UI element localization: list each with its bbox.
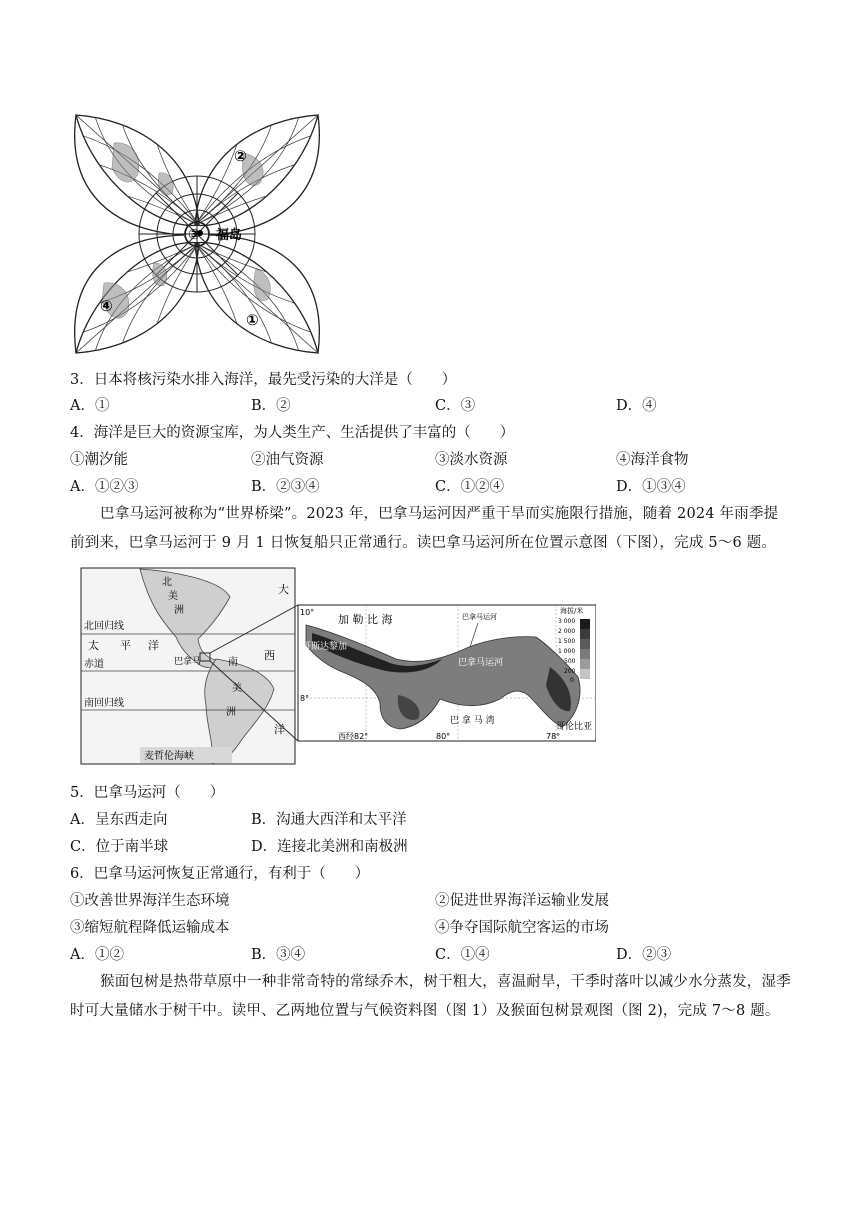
q3-option-c: C．③: [435, 398, 476, 414]
legend-value-200: 200: [564, 668, 576, 675]
label-south-zhou: 洲: [226, 707, 236, 718]
q6-option-a: A．①②: [70, 947, 124, 963]
legend-value-500: 500: [564, 658, 576, 665]
question-3-stem: 3．日本将核污染水排入海洋，最先受污染的大洋是（ ）: [70, 372, 457, 388]
label-atlantic-da: 大: [278, 583, 289, 596]
q4-item-2: ②油气资源: [251, 452, 324, 468]
label-ocean-2: ②: [234, 147, 247, 165]
label-north: 北: [162, 577, 172, 588]
question-6-stem: 6．巴拿马运河恢复正常通行，有利于（ ）: [70, 866, 370, 882]
label-atlantic-yang: 洋: [274, 723, 285, 736]
legend-value-2000: 2 000: [558, 628, 576, 635]
q4-option-a: A．①②③: [70, 479, 139, 495]
label-lon-80: 80°: [436, 732, 451, 741]
label-caribbean: 加 勒 比 海: [338, 613, 393, 626]
q6-item-2: ②促进世界海洋运输业发展: [435, 893, 609, 909]
q6-item-3: ③缩短航程降低运输成本: [70, 920, 230, 936]
label-pacific-ping: 平: [120, 639, 131, 652]
label-colombia: 哥伦比亚: [556, 722, 593, 732]
label-america-mei: 美: [168, 591, 178, 602]
label-magellan: 麦哲伦海峡: [144, 751, 194, 762]
legend-title: 海拔/米: [560, 607, 584, 615]
q3-option-a: A．①: [70, 398, 110, 414]
label-atlantic-xi: 西: [264, 649, 275, 662]
label-ocean-3: ③: [188, 227, 200, 243]
q4-item-3: ③淡水资源: [435, 452, 508, 468]
legend-value-1000: 1 000: [558, 648, 576, 655]
q6-item-4: ④争夺国际航空客运的市场: [435, 920, 609, 936]
label-south: 南: [228, 657, 238, 668]
label-fukushima: 福岛: [216, 228, 243, 243]
q5-option-d: D．连接北美洲和南极洲: [251, 839, 408, 855]
q4-option-b: B．②③④: [251, 479, 320, 495]
label-costa-rica: 哥斯达黎加: [302, 642, 348, 652]
label-tropic-of-cancer: 北回归线: [84, 621, 124, 632]
q3-option-b: B．②: [251, 398, 291, 414]
q6-item-1: ①改善世界海洋生态环境: [70, 893, 230, 909]
question-4-stem: 4．海洋是巨大的资源宝库，为人类生产、生活提供了丰富的（ ）: [70, 425, 515, 441]
label-panama-canal-mid: 巴拿马运河: [458, 658, 504, 668]
q4-item-4: ④海洋食物: [616, 452, 689, 468]
q5-option-a: A．呈东西走向: [70, 812, 168, 828]
label-pacific-tai: 太: [88, 639, 99, 652]
label-lon-78: 78°: [546, 732, 561, 741]
q3-option-d: D．④: [616, 398, 657, 414]
label-lat-10: 10°: [300, 608, 315, 617]
q4-option-d: D．①③④: [616, 479, 686, 495]
label-panama: 巴拿马: [174, 657, 202, 667]
question-5-stem: 5．巴拿马运河（ ）: [70, 785, 225, 801]
label-equator: 赤道: [84, 659, 104, 670]
label-gulf-of-panama: 巴 拿 马 湾: [450, 716, 495, 726]
label-lat-8: 8°: [300, 694, 310, 703]
label-lon-82: 西经82°: [338, 732, 369, 741]
label-panama-canal-top: 巴拿马运河: [462, 613, 497, 621]
legend-value-0: 0: [570, 677, 574, 684]
q5-option-c: C．位于南半球: [70, 839, 169, 855]
q4-option-c: C．①②④: [435, 479, 505, 495]
intro-baobab-tree: 猴面包树是热带草原中一种非常奇特的常绿乔木，树干粗大，喜温耐旱，干季时落叶以减少水分蒸发，湿季时可大量储水于树干中。读甲、乙两地位置与气候资料图（图 1）及猴面包树景观图（图 2)，完成 7～8 题。: [70, 974, 791, 1019]
q6-option-d: D．②③: [616, 947, 672, 963]
q6-option-b: B．③④: [251, 947, 306, 963]
label-ocean-4: ④: [100, 297, 113, 315]
q4-item-1: ①潮汐能: [70, 452, 128, 468]
label-tropic-of-capricorn: 南回归线: [84, 698, 124, 709]
label-america-zhou: 洲: [174, 605, 184, 616]
panama-location-map: [80, 567, 596, 766]
label-south-mei: 美: [232, 683, 242, 694]
legend-value-1500: 1 500: [558, 638, 576, 645]
legend-value-3000: 3 000: [558, 618, 576, 625]
q6-option-c: C．①④: [435, 947, 490, 963]
label-pacific-yang: 洋: [148, 639, 159, 652]
intro-panama-canal: 巴拿马运河被称为“世界桥梁”。2023 年，巴拿马运河因严重干旱而实施限行措施，随着 2024 年雨季提前到来，巴拿马运河于 9 月 1 日恢复船只正常通行。读巴拿马运河所在位置示意图（下图），完成 5～6 题。: [70, 506, 779, 551]
label-ocean-1: ①: [246, 311, 259, 329]
q5-option-b: B．沟通大西洋和太平洋: [251, 812, 407, 828]
four-lobe-world-map: [74, 113, 320, 355]
